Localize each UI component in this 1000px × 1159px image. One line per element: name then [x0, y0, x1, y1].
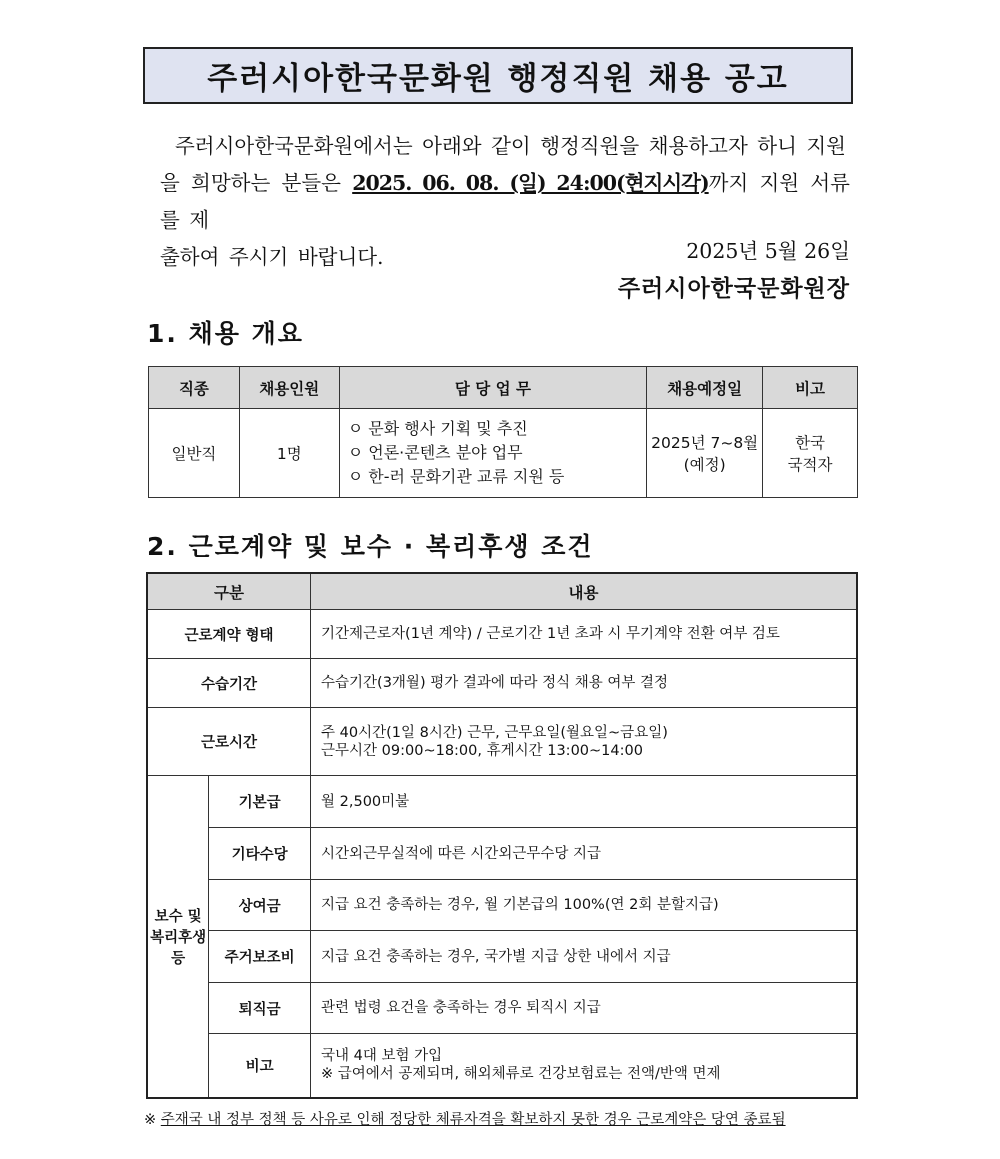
conditions-table [146, 572, 858, 1099]
group-label-line: 등 [171, 950, 186, 967]
probation-label: 수습기간 [147, 659, 311, 708]
bonus-content: 지급 요건 충족하는 경우, 월 기본급의 100%(연 2회 분할지급) [311, 880, 857, 931]
section-2-heading: 2. 근로계약 및 보수 · 복리후생 조건 [147, 532, 594, 561]
remarks-label: 비고 [209, 1034, 311, 1098]
table-row [147, 776, 857, 828]
duty-item: ㅇ 언론·콘텐츠 분야 업무 [347, 443, 523, 462]
severance-content: 관련 법령 요건을 충족하는 경우 퇴직시 지급 [311, 983, 857, 1034]
intro-line-2-suffix: 까지 지원 서류를 제 [160, 171, 850, 232]
remarks-line: 국내 4대 보험 가입 [321, 1048, 443, 1065]
conditions-header-row [147, 573, 857, 610]
header-category: 구분 [147, 573, 311, 610]
hire-date [647, 409, 763, 498]
header-content: 내용 [311, 573, 857, 610]
working-hours-label: 근로시간 [147, 708, 311, 776]
contract-type-label: 근로계약 형태 [147, 610, 311, 659]
remarks-line: ※ 급여에서 공제되며, 해외체류로 건강보험료는 전액/반액 면제 [321, 1066, 721, 1083]
application-deadline: 2025. 06. 08. (일) 24:00(현지시각) [352, 171, 709, 195]
notice-signer: 주러시아한국문화원장 [617, 275, 850, 302]
table-row [147, 983, 857, 1034]
note-line: 국적자 [787, 456, 833, 474]
section-1-heading: 1. 채용 개요 [147, 319, 304, 348]
intro-line-2-prefix: 을 희망하는 분들은 [160, 171, 353, 195]
footnote-mark: ※ [144, 1112, 161, 1128]
notice-title: 주러시아한국문화원 행정직원 채용 공고 [143, 47, 853, 104]
footnote-text: 주재국 내 정부 정책 등 사유로 인해 정당한 체류자격을 확보하지 못한 경우 근로계약은 당연 종료됨 [160, 1112, 786, 1128]
hire-date-line: (예정) [683, 456, 726, 474]
base-salary-label: 기본급 [209, 776, 311, 828]
table-row [147, 659, 857, 708]
probation-content: 수습기간(3개월) 평가 결과에 따라 정식 채용 여부 결정 [311, 659, 857, 708]
table-row [147, 708, 857, 776]
header-duties: 담 당 업 무 [339, 367, 647, 409]
remarks-content [311, 1034, 857, 1098]
header-note: 비고 [763, 367, 858, 409]
table-row [147, 1034, 857, 1098]
note-line: 한국 [795, 434, 826, 452]
duty-item: ㅇ 한-러 문화기관 교류 지원 등 [347, 467, 565, 486]
working-hours-content [311, 708, 857, 776]
working-hours-line: 주 40시간(1일 8시간) 근무, 근무요일(월요일~금요일) [321, 724, 668, 741]
table-row [147, 828, 857, 880]
header-job-type: 직종 [149, 367, 240, 409]
header-headcount: 채용인원 [239, 367, 339, 409]
housing-content: 지급 요건 충족하는 경우, 국가별 지급 상한 내에서 지급 [311, 931, 857, 983]
job-type: 일반직 [149, 409, 240, 498]
table-row [147, 931, 857, 983]
overview-data-row [149, 409, 858, 498]
footnote [144, 1108, 786, 1129]
allowance-content: 시간외근무실적에 따른 시간외근무수당 지급 [311, 828, 857, 880]
duty-item: ㅇ 문화 행사 기획 및 추진 [347, 419, 528, 438]
hire-date-line: 2025년 7~8월 [651, 434, 759, 452]
header-hire-date: 채용예정일 [647, 367, 763, 409]
headcount: 1명 [239, 409, 339, 498]
group-label-line: 복리후생 [150, 929, 207, 946]
base-salary-content: 월 2,500미불 [311, 776, 857, 828]
allowance-label: 기타수당 [209, 828, 311, 880]
overview-header-row [149, 367, 858, 409]
table-row [147, 610, 857, 659]
housing-label: 주거보조비 [209, 931, 311, 983]
note [763, 409, 858, 498]
intro-line-1: 주러시아한국문화원에서는 아래와 같이 행정직원을 채용하고자 하니 지원 [175, 134, 846, 158]
contract-type-content: 기간제근로자(1년 계약) / 근로기간 1년 초과 시 무기계약 전환 여부 검토 [311, 610, 857, 659]
notice-date: 2025년 5월 26일 [686, 239, 850, 263]
working-hours-line: 근무시간 09:00~18:00, 휴게시간 13:00~14:00 [321, 742, 643, 759]
bonus-label: 상여금 [209, 880, 311, 931]
intro-line-3: 출하여 주시기 바랍니다. [160, 245, 384, 269]
recruitment-overview-table [148, 366, 858, 498]
table-row [147, 880, 857, 931]
severance-label: 퇴직금 [209, 983, 311, 1034]
duties-list [339, 409, 647, 498]
group-label-line: 보수 및 [154, 908, 202, 925]
compensation-group-label [147, 776, 209, 1098]
